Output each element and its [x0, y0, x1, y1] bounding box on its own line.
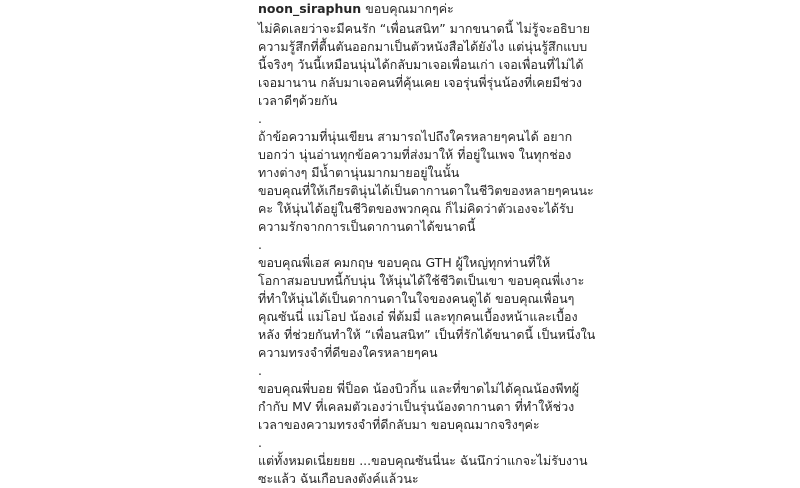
caption-line: หลัง ที่ช่วยกันทำให้ “เพื่อนสนิท” เป็นที่รักได้ขนาดนี้ เป็นหนึ่งใน [258, 327, 596, 342]
caption-line: ไม่คิดเลยว่าจะมีคนรัก “เพื่อนสนิท” มากขนาดนี้ ไม่รู้จะอธิบาย [258, 21, 590, 36]
caption-line: ความรักจากการเป็นดากานดาได้ขนาดนี้ [258, 219, 476, 234]
caption-separator: . [258, 237, 262, 252]
caption-line: ขอบคุณพี่เอส คมกฤษ ขอบคุณ GTH ผู้ใหญ่ทุกท่านที่ให้ [258, 255, 551, 270]
caption-line: นี้จริงๆ วันนี้เหมือนนุ่นได้กลับมาเจอเพื่อนเก่า เจอเพื่อนที่ไม่ได้ [258, 57, 584, 72]
caption-line: กำกับ MV ที่เคลมตัวเองว่าเป็นรุ่นน้องดากานดา ที่ทำให้ช่วง [258, 399, 575, 414]
caption-line: คุณซันนี่ แม่โอป น้องเอ๋ พี่ต้มมี่ และทุกคนเบื้องหน้าและเบื้อง [258, 309, 578, 324]
caption-line: เวลาดีๆด้วยกัน [258, 93, 338, 108]
caption-line: แต่ทั้งหมดเนี่ยยยย ...ขอบคุณซันนี่นะ ฉันนึกว่าแกจะไม่รับงาน [258, 453, 588, 468]
caption-line: บอกว่า นุ่นอ่านทุกข้อความที่ส่งมาให้ ที่อยู่ในเพจ ในทุกช่อง [258, 147, 572, 162]
caption-header-text: ขอบคุณมากๆค่ะ [365, 1, 454, 16]
caption-line: ที่ทำให้นุ่นได้เป็นดากานดาในใจของคนดูได้ ขอบคุณเพื่อนๆ [258, 291, 575, 306]
caption-line: ความทรงจำที่ดีของใครหลายๆคน [258, 345, 438, 360]
username-link[interactable]: noon_siraphun [258, 1, 362, 16]
caption-line: คะ ให้นุ่นได้อยู่ในชีวิตของพวกคุณ ก็ไม่คิดว่าตัวเองจะได้รับ [258, 201, 574, 216]
caption-line: โอกาสมอบบทนี้กับนุ่น ให้นุ่นได้ใช้ชีวิตเป็นเขา ขอบคุณพี่เงาะ [258, 273, 585, 288]
caption-line: ทางต่างๆ มีน้ำตานุ่นมากมายอยู่ในนั้น [258, 165, 460, 180]
caption-header [258, 0, 588, 17]
caption-separator: . [258, 435, 262, 450]
caption-line: ถ้าข้อความที่นุ่นเขียน สามารถไปถึงใครหลายๆคนได้ อยาก [258, 129, 573, 144]
caption-line: ความรู้สึกที่ตื้นตันออกมาเป็นตัวหนังสือได้ยังไง แต่นุ่นรู้สึกแบบ [258, 39, 588, 54]
caption-body [258, 20, 596, 488]
caption-line: ซะแล้ว ฉันเกือบลงตังค์แล้วนะ [258, 471, 419, 486]
caption-line: ขอบคุณพี่บอย พี่ป็อด น้องบิวกิ้น และที่ขาดไม่ได้คุณน้องพีทผู้ [258, 381, 580, 396]
caption-separator: . [258, 111, 262, 126]
caption-separator: . [258, 363, 262, 378]
caption-line: เวลาของความทรงจำที่ดีกลับมา ขอบคุณมากจริงๆค่ะ [258, 417, 540, 432]
instagram-caption [258, 0, 596, 488]
caption-line: ขอบคุณที่ให้เกียรตินุ่นได้เป็นดากานดาในชีวิตของหลายๆคนนะ [258, 183, 594, 198]
caption-line: เจอมานาน กลับมาเจอคนที่คุ้นเคย เจอรุ่นพี่รุ่นน้องที่เคยมีช่วง [258, 75, 583, 90]
